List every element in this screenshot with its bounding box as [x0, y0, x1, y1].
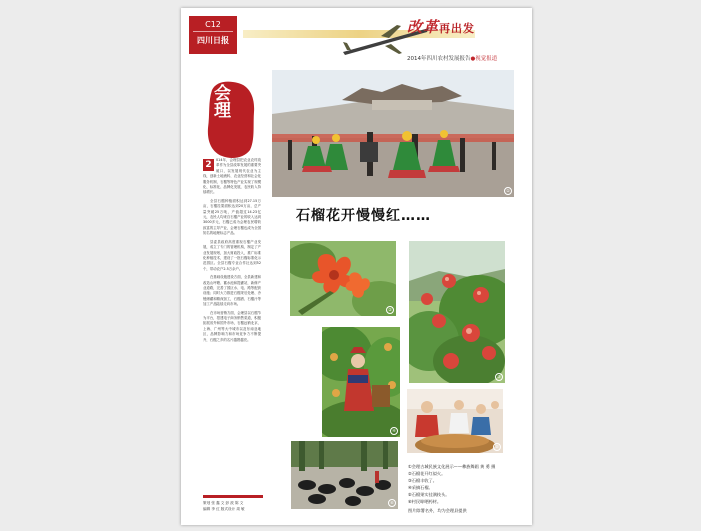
- caption-item: ⑤石榴果实挂满枝头。: [408, 492, 450, 497]
- city-seal-text: 会理: [210, 84, 230, 118]
- editor-line: 策划 张 鑫 文 彭 波 陈 文: [203, 501, 244, 505]
- photo-harvest-picking: [322, 327, 400, 437]
- body-paragraph: 县委县政府高度重视石榴产业发展，成立了专门的管理机构，制定了产业发展规划，加大财政投入，推广标准化种植技术，建设了一批石榴标准化示范园区。全县石榴专业合作社达到52个，带动农户2.5万余户。: [203, 239, 261, 271]
- photo-pomegranate-flower: [290, 241, 396, 316]
- masthead-logo: [189, 16, 237, 54]
- article-title: 石榴花开慢慢红……: [296, 208, 431, 224]
- body-paragraph: 全县石榴种植面积达到27.15万亩，石榴挂果面积达到20万亩，总产量突破25万吨，产值超过14.23亿元，农民人均来自石榴产业的收入达到3000多元，石榴已成为会理农民增收致富的主导产业，会理石榴也成为全国知名的地理标志产品。: [203, 198, 261, 236]
- feature-headline: [407, 16, 475, 37]
- editor-line: 编辑 李 红 版式设计 周 敏: [203, 507, 245, 511]
- subline-highlight: ●视觉报道: [470, 56, 498, 62]
- caption-item: ②石榴花开红似火。: [408, 471, 446, 476]
- photo-number: ④: [390, 427, 398, 435]
- photo-folk-dance: [272, 70, 514, 197]
- photo-livestock-herd: [291, 441, 398, 509]
- photo-credit: 图片除署名外，均为会理县提供: [408, 508, 467, 513]
- headline-main: 改革: [407, 18, 440, 36]
- caption-item: ⑥村民晾晒药材。: [408, 499, 442, 504]
- article-body: [203, 158, 261, 346]
- feature-subline: [407, 54, 497, 62]
- paper-name: 四川日报: [197, 35, 229, 45]
- editor-bar: [203, 495, 263, 498]
- newspaper-page: [181, 8, 532, 525]
- caption-item: ④采摘石榴。: [408, 485, 433, 490]
- photo-number: ⑥: [388, 499, 396, 507]
- photo-number: ①: [504, 187, 512, 195]
- editor-info: [203, 495, 263, 512]
- photo-number: ②: [386, 306, 394, 314]
- caption-item: ①会理古城民族文化展示——彝族舞蹈 黄 勇 摄: [408, 464, 496, 469]
- subline-prefix: 2014年四川农村发展报告: [407, 56, 471, 62]
- photo-number: ⑤: [493, 443, 501, 451]
- drop-cap: 2: [203, 159, 214, 171]
- photo-market-produce: [407, 389, 503, 453]
- body-paragraph: 在市场营销方面，会理县以石榴节为平台，搭建电子商务销售渠道，积极拓展省外和国外市场，石榴远销北京、上海、广州等大中城市以及东南亚地区，品牌影响力和市场竞争力不断提升，石榴之乡的名片越擦越亮。: [203, 310, 261, 342]
- caption-item: ③石榴丰收了。: [408, 478, 437, 483]
- headline-sub: 再出发: [439, 22, 476, 35]
- photo-pomegranate-tree: [409, 241, 505, 383]
- section-label: C12: [193, 18, 233, 32]
- body-paragraph: 在基础设施建设方面，全县新建和改造山坪塘、蓄水池和提灌站，新修产业道路，完善了园区水、电、路等配套设施；同时大力推进石榴采后处理、冷链储藏和精深加工，石榴酒、石榴汁等加工产品陆续走向市场。: [203, 275, 261, 307]
- photo-number: ③: [495, 373, 503, 381]
- body-paragraph: 014年，会理县把农业农村改革作为全县改革发展的重要突破口，以发展现代农业为主线，创新土地流转、农业经营和社会化服务机制，石榴等特色产业实现了规模化、标准化、品牌化发展，农民收入持续增长。: [203, 158, 261, 195]
- photo-captions: [408, 463, 528, 514]
